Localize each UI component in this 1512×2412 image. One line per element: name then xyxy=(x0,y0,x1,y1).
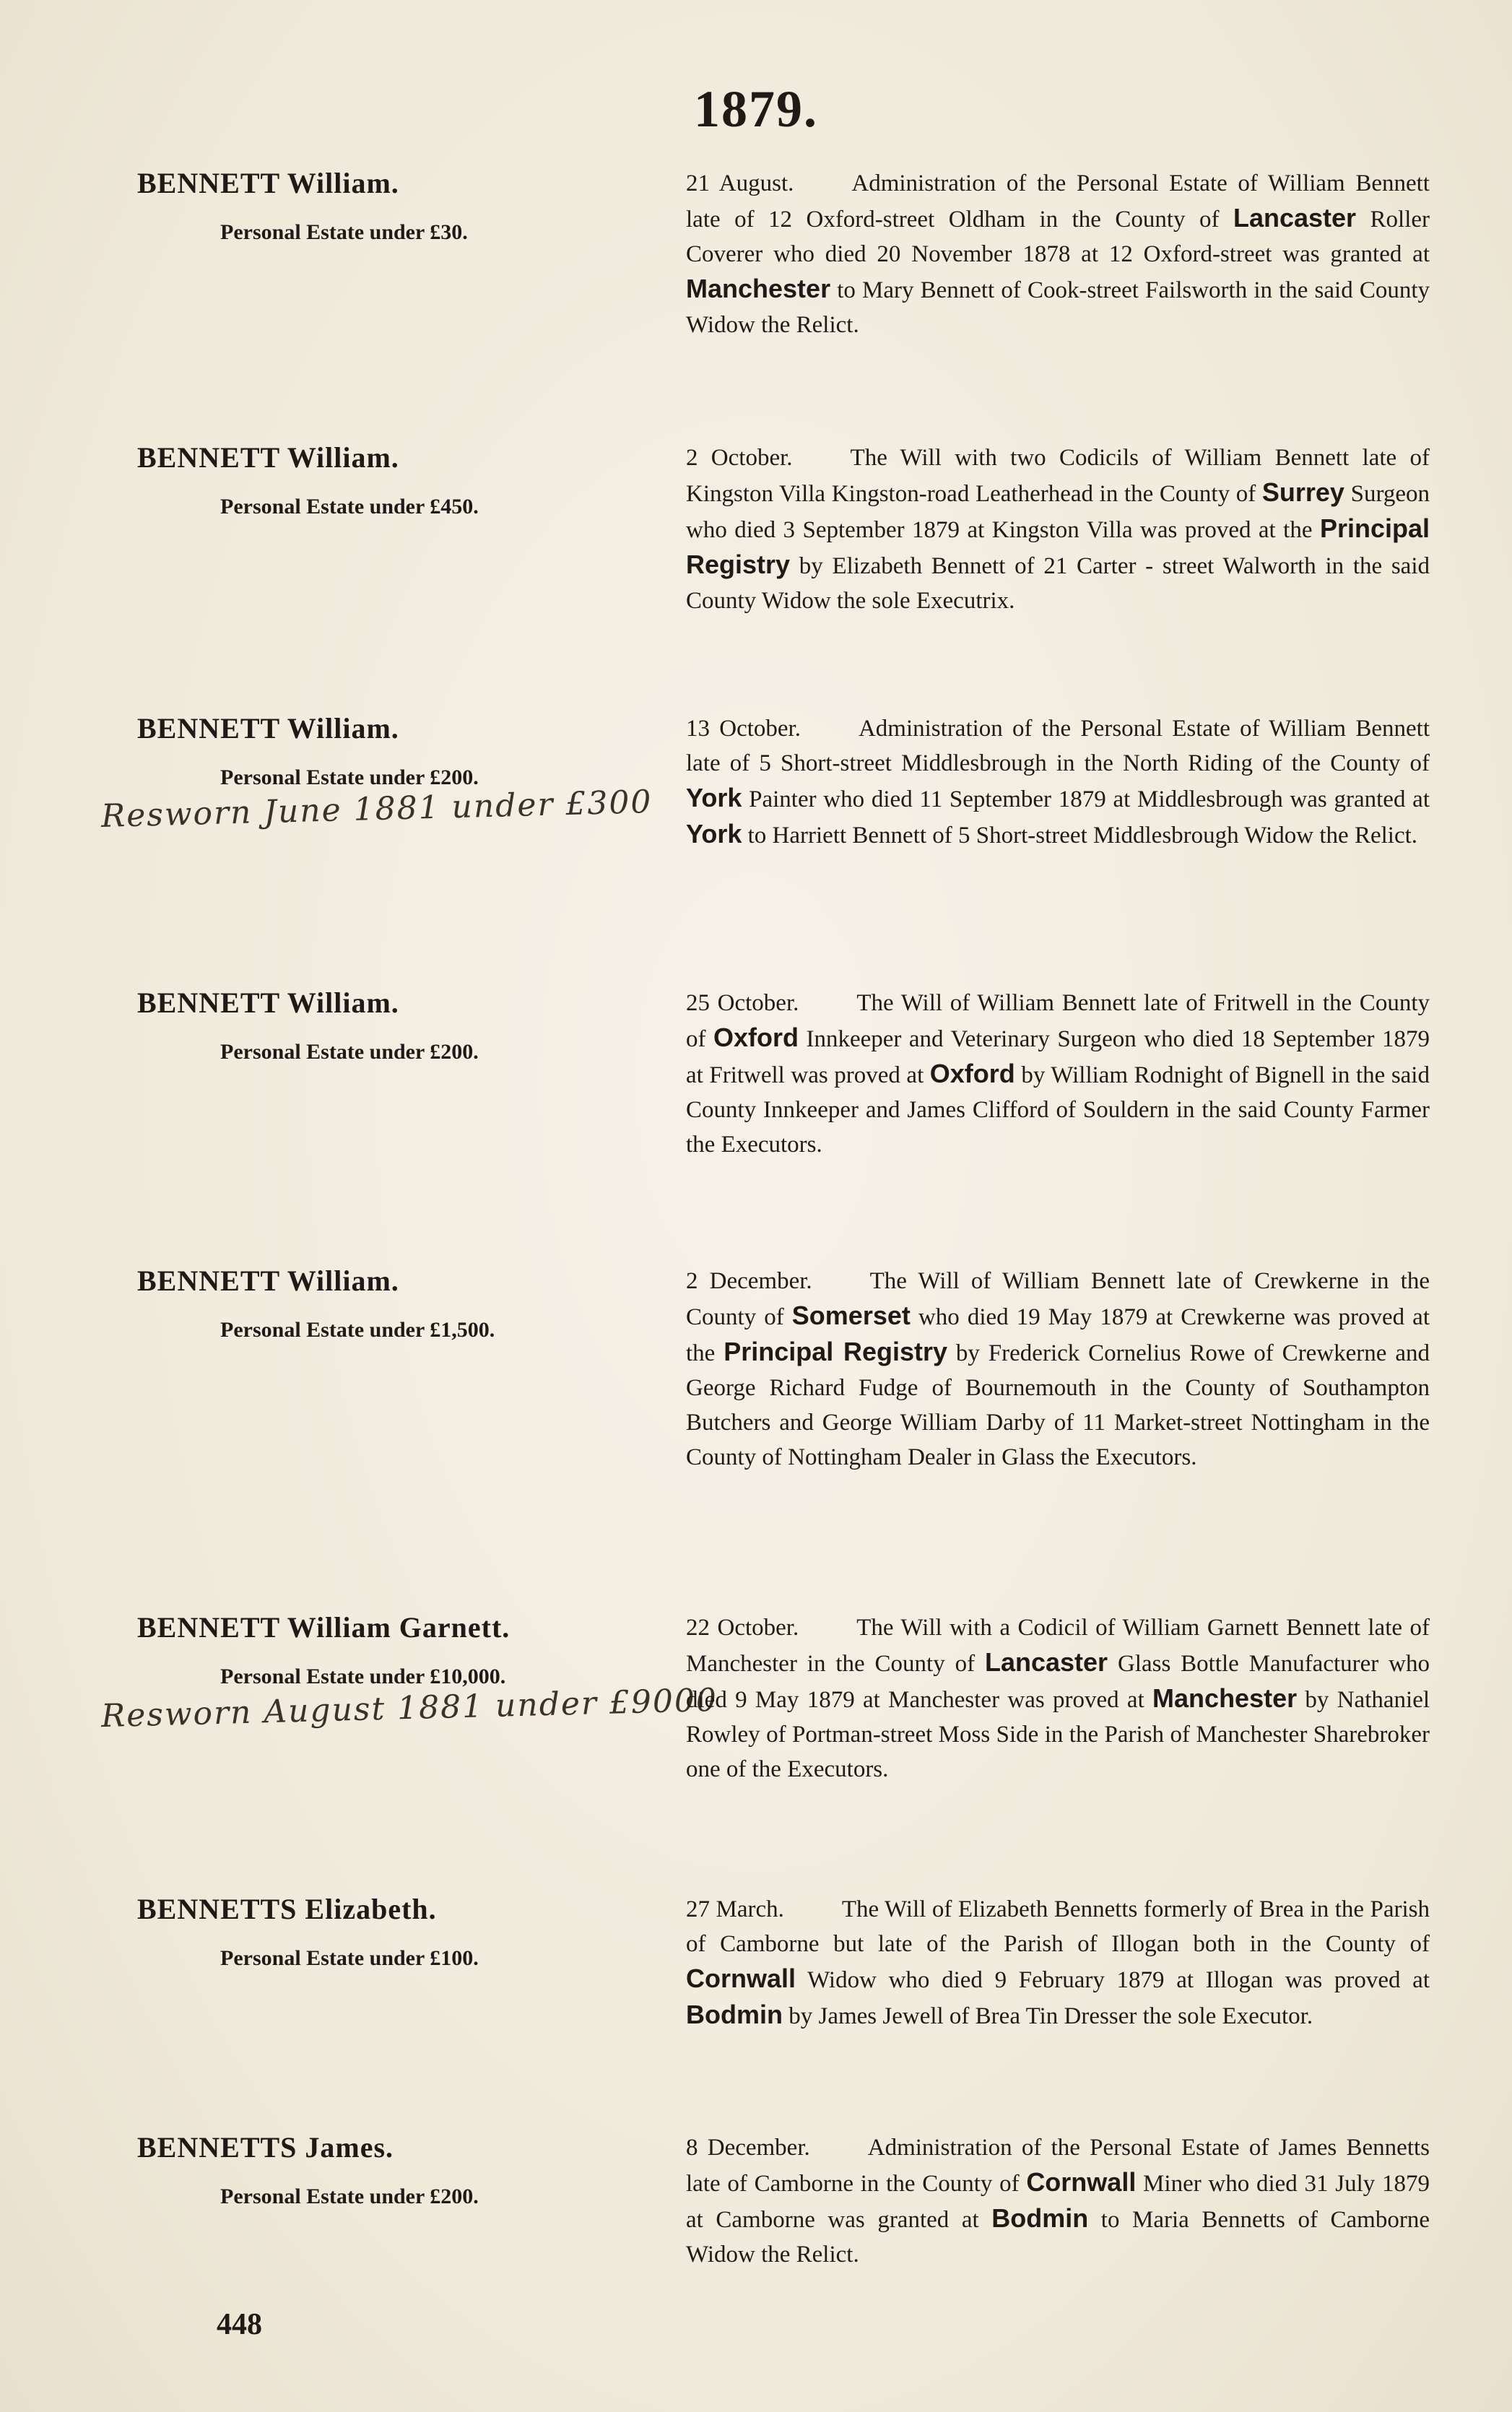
entry-text: The Will of William Bennett late of Crewkerne in the County of xyxy=(686,1268,1430,1330)
entry-place-name: Bodmin xyxy=(686,2000,783,2029)
entry-text: Administration of the Personal Estate of James Bennetts late of Camborne in the County of xyxy=(686,2135,1430,2197)
entry-text: by William Rodnight of Bignell in the said County Innkeeper and James Clifford of Souldern in the said County Farmer the Executors. xyxy=(686,1062,1430,1158)
entry-name: BENNETT William. xyxy=(137,986,399,1019)
entry-text: The Will of William Bennett late of Fritwell in the County of xyxy=(686,990,1430,1052)
entry-place-name: York xyxy=(686,819,742,849)
entry-date: 2 December. xyxy=(686,1268,812,1294)
entry-place-name: Manchester xyxy=(1152,1683,1298,1713)
entry-place-name: Somerset xyxy=(791,1301,911,1330)
entry-place-name: Surrey xyxy=(1261,477,1344,507)
entry-estate-value: Personal Estate under £200. xyxy=(220,765,479,789)
entry-date: 13 October. xyxy=(686,716,801,742)
entry-date: 8 December. xyxy=(686,2135,810,2161)
entry-text: by Frederick Cornelius Rowe of Crewkerne and George Richard Fudge of Bournemouth in the County of Southampton Butchers and George William Darby of 11 Market-street Nottingham in the County of Nottingham Dealer in Glass the Executors. xyxy=(686,1340,1430,1470)
entry-date: 25 October. xyxy=(686,990,799,1016)
handwritten-resworn-note: Resworn August 1881 under £9000 xyxy=(100,1681,718,1735)
entry-estate-value: Personal Estate under £100. xyxy=(220,1946,479,1970)
entry-heading xyxy=(100,1610,718,1735)
entry-heading xyxy=(137,166,686,245)
entry-body xyxy=(686,166,1430,342)
entry-name: BENNETTS Elizabeth. xyxy=(137,1893,437,1925)
entry-body xyxy=(686,1892,1430,2034)
entry-body xyxy=(686,986,1430,1162)
entry-estate-value: Personal Estate under £10,000. xyxy=(220,1665,506,1688)
entry-place-name: Bodmin xyxy=(991,2203,1089,2233)
entry-text: who died 19 May 1879 at Crewkerne was proved at the xyxy=(686,1304,1430,1366)
entry-text: Widow who died 9 February 1879 at Illogan was proved at xyxy=(796,1967,1430,1993)
entry-text: The Will with a Codicil of William Garnett Bennett late of Manchester in the County of xyxy=(686,1615,1430,1677)
entry-text: Roller Coverer who died 20 November 1878 at 12 Oxford-street was granted at xyxy=(686,207,1430,267)
entry-place-name: Manchester xyxy=(686,274,831,303)
entry-text: Miner who died 31 July 1879 at Camborne was granted at xyxy=(686,2171,1430,2233)
entry-place-name: Oxford xyxy=(929,1059,1015,1088)
entry-text: Administration of the Personal Estate of William Bennett late of 12 Oxford-street Oldham in the County of xyxy=(686,170,1430,233)
entry-estate-value: Personal Estate under £30. xyxy=(220,220,468,244)
entry-place-name: York xyxy=(686,783,742,812)
entry-text: The Will of Elizabeth Bennetts formerly of Brea in the Parish of Camborne but late of the Parish of Illogan both in the County of xyxy=(686,1896,1430,1957)
entry-place-name: Principal Registry xyxy=(686,513,1430,579)
entry-text: to Mary Bennett of Cook-street Failsworth in the said County Widow the Relict. xyxy=(686,277,1430,338)
entry-place-name: Oxford xyxy=(713,1023,799,1052)
entry-text: Glass Bottle Manufacturer who died 9 May 1879 at Manchester was proved at xyxy=(686,1651,1430,1713)
entry-date: 2 October. xyxy=(686,445,793,471)
entry-text: The Will with two Codicils of William Bennett late of Kingston Villa Kingston-road Leatherhead in the County of xyxy=(686,445,1430,507)
entry-body xyxy=(686,2130,1430,2272)
entry-text: by Elizabeth Bennett of 21 Carter - street Walworth in the said County Widow the sole Executrix. xyxy=(686,553,1430,614)
entry-text: Innkeeper and Veterinary Surgeon who died 18 September 1879 at Fritwell was proved at xyxy=(686,1026,1430,1088)
entry-place-name: Lancaster xyxy=(984,1647,1108,1677)
entry-date: 21 August. xyxy=(686,170,794,196)
entry-place-name: Cornwall xyxy=(1026,2167,1137,2197)
entry-estate-value: Personal Estate under £200. xyxy=(220,2185,479,2208)
entry-text: Administration of the Personal Estate of William Bennett late of 5 Short-street Middlesbrough in the North Riding of the County of xyxy=(686,716,1430,776)
entry-text: to Maria Bennetts of Camborne Widow the Relict. xyxy=(686,2207,1430,2268)
entry-place-name: Lancaster xyxy=(1233,203,1357,233)
entry-heading xyxy=(137,1264,686,1342)
entry-text: to Harriett Bennett of 5 Short-street Middlesbrough Widow the Relict. xyxy=(742,823,1418,849)
entry-body xyxy=(686,441,1430,618)
handwritten-resworn-note: Resworn June 1881 under £300 xyxy=(100,784,653,835)
entry-text: by Nathaniel Rowley of Portman-street Moss Side in the Parish of Manchester Sharebroker one of the Executors. xyxy=(686,1687,1430,1782)
entry-heading xyxy=(137,441,686,519)
entry-body xyxy=(686,1610,1430,1787)
entry-heading xyxy=(137,986,686,1064)
entry-estate-value: Personal Estate under £1,500. xyxy=(220,1318,495,1342)
entry-text: by James Jewell of Brea Tin Dresser the sole Executor. xyxy=(782,2003,1313,2029)
entry-name: BENNETTS James. xyxy=(137,2131,394,2164)
entry-estate-value: Personal Estate under £450. xyxy=(220,495,479,519)
entry-name: BENNETT William Garnett. xyxy=(137,1611,510,1644)
entry-body xyxy=(686,1264,1430,1475)
entry-place-name: Principal Registry xyxy=(724,1337,947,1366)
entry-date: 27 March. xyxy=(686,1896,784,1922)
entry-name: BENNETT William. xyxy=(137,712,399,745)
page-year-heading: 1879. xyxy=(694,80,818,138)
entry-heading xyxy=(100,711,686,835)
entry-heading xyxy=(137,2130,686,2209)
entry-text: Surgeon who died 3 September 1879 at Kingston Villa was proved at the xyxy=(686,481,1430,543)
entry-date: 22 October. xyxy=(686,1615,799,1641)
entry-name: BENNETT William. xyxy=(137,1264,399,1297)
entry-text: Painter who died 11 September 1879 at Middlesbrough was granted at xyxy=(742,786,1430,812)
page-number: 448 xyxy=(217,2308,262,2341)
entry-place-name: Cornwall xyxy=(686,1964,796,1993)
entry-estate-value: Personal Estate under £200. xyxy=(220,1040,479,1064)
entry-name: BENNETT William. xyxy=(137,167,399,199)
entry-heading xyxy=(137,1892,686,1971)
entry-name: BENNETT William. xyxy=(137,441,399,474)
entry-body xyxy=(686,711,1430,853)
